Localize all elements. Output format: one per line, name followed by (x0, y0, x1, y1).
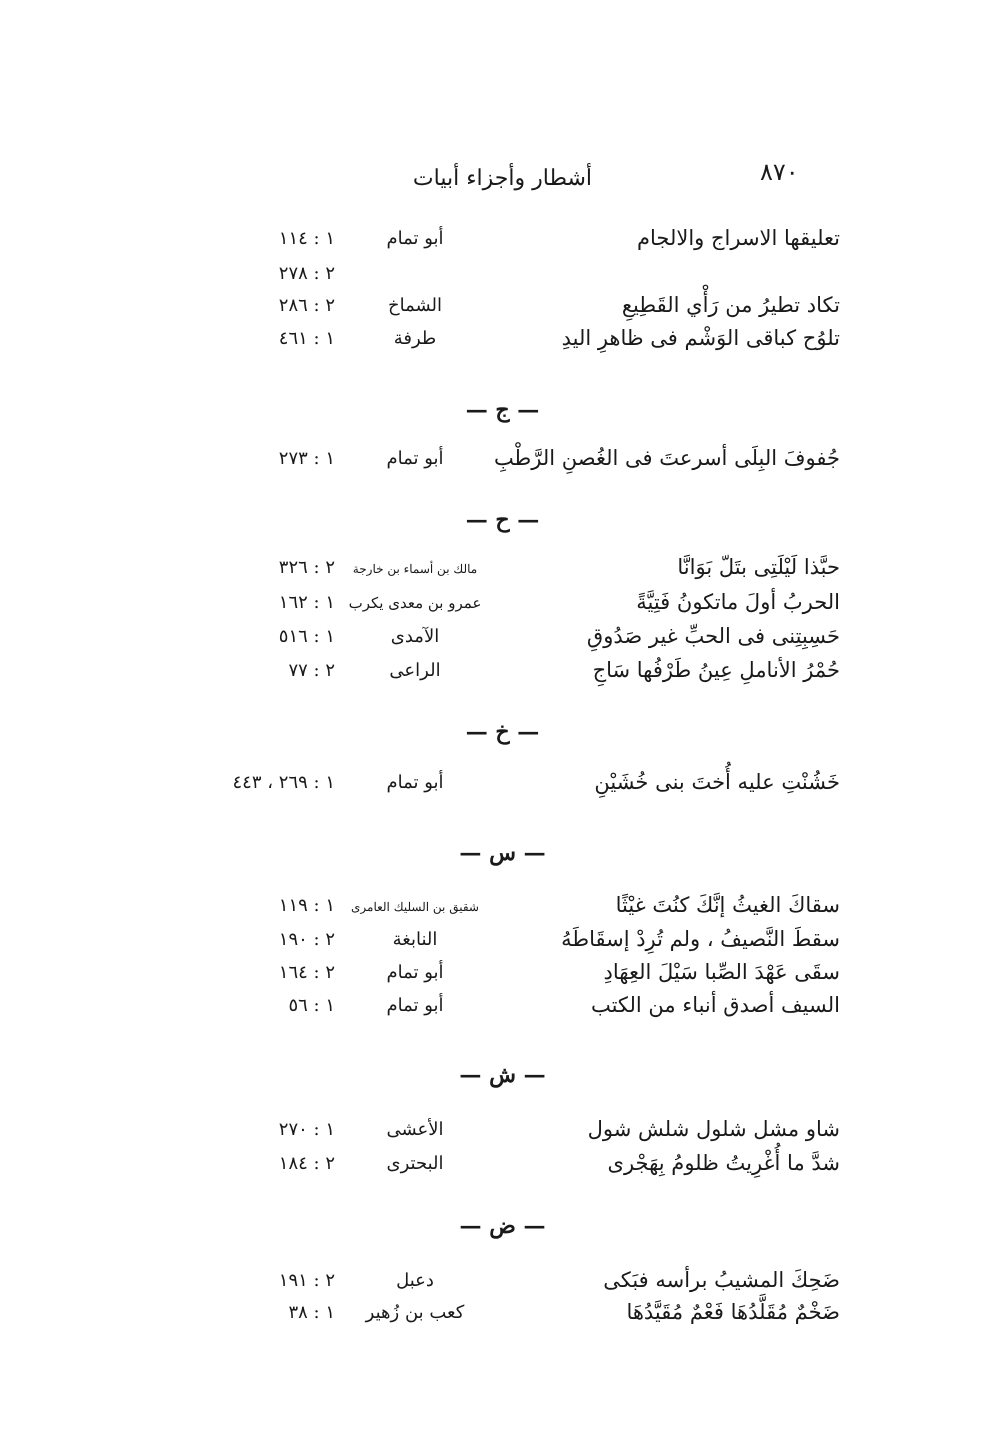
verse-fragment: جُفوفَ البِلَى أسرعتَ فى الغُصنِ الرَّطْبِ (493, 446, 840, 470)
poet-name: أبو تمام (386, 772, 444, 793)
list-item (0, 293, 1005, 327)
volume-page-reference: ١ : ٣٨ (288, 1302, 335, 1323)
verse-fragment: الحربُ أولَ ماتكونُ فَتِيَّةً (636, 590, 840, 614)
poet-name: البحترى (386, 1153, 444, 1174)
verse-fragment: سقطَ النَّصيفُ ، ولم تُرِدْ إسقَاطَهُ (561, 927, 840, 951)
section-heading: — ش — (459, 1062, 546, 1088)
section-heading: — خ — (465, 719, 540, 745)
verse-fragment: حَسِبِتِنى فى الحبِّ غير صَدُوقِ (586, 624, 840, 648)
list-item (0, 555, 1005, 589)
list-item (0, 326, 1005, 360)
volume-page-reference: ١ : ١١٤ (278, 228, 335, 249)
poet-name: دعبل (396, 1270, 434, 1291)
volume-page-reference: ١ : ١١٩ (278, 895, 335, 916)
verse-fragment: تكاد تطيرُ من رَأْي القَطِيعِ (621, 293, 840, 317)
section-heading: — ح — (465, 507, 540, 533)
volume-page-reference: ٢ : ١٨٤ (278, 1153, 335, 1174)
list-item (0, 624, 1005, 658)
poet-name: أبو تمام (386, 448, 444, 469)
poet-name: أبو تمام (386, 962, 444, 983)
poet-name: الشماخ (387, 295, 443, 316)
list-item (0, 590, 1005, 624)
volume-page-reference: ١ : ٥٦ (288, 995, 335, 1016)
list-item (0, 1151, 1005, 1185)
poet-name: الأعشى (386, 1119, 444, 1140)
volume-page-reference: ٢ : ١٩١ (278, 1270, 335, 1291)
volume-page-reference: ٢ : ٣٢٦ (278, 557, 335, 578)
poet-name: شقيق بن السليك العامرى (351, 900, 479, 914)
verse-fragment: السيف أصدق أنباء من الكتب (590, 993, 840, 1017)
list-item (0, 927, 1005, 961)
verse-fragment: تعليقها الاسراج والالجام (636, 226, 840, 250)
volume-page-reference: ٢ : ١٩٠ (278, 929, 335, 950)
page-title: أشطار وأجزاء أبيات (412, 166, 593, 191)
volume-page-reference: ٢ : ٢٧٨ (278, 263, 335, 284)
volume-page-reference: ١ : ٥١٦ (278, 626, 335, 647)
verse-fragment: حبَّذا لَيْلَتِى بتَلّ بَوَانَّا (677, 555, 840, 579)
poet-name: أبو تمام (386, 228, 444, 249)
volume-page-reference: ١ : ١٦٢ (278, 592, 335, 613)
volume-page-reference: ١ : ٢٦٩ ، ٤٤٣ (232, 772, 335, 793)
list-item (0, 893, 1005, 927)
verse-fragment: حُمْرُ الأناملِ عِينُ طَرْفُها سَاجِ (592, 658, 840, 682)
volume-page-reference: ٢ : ٢٨٦ (278, 295, 335, 316)
verse-fragment: تلوُح كباقى الوَشْم فى ظاهرِ اليدِ (561, 326, 840, 350)
verse-fragment: ضَحِكَ المشيبُ برأسه فبَكى (603, 1268, 840, 1292)
poet-name: الراعى (389, 660, 441, 681)
volume-page-reference: ١ : ٢٧٠ (278, 1119, 335, 1140)
page-number: ٨٧٠ (760, 158, 799, 186)
list-item (0, 770, 1005, 804)
verse-fragment: ضَخْمٌ مُقَلَّدُهَا فَعْمٌ مُقَيَّدُهَا (626, 1300, 840, 1324)
poet-name: مالك بن أسماء بن خارجة (352, 562, 478, 576)
list-item (0, 993, 1005, 1027)
list-item (0, 226, 1005, 260)
verse-fragment: سقاكَ الغيثُ إنَّكَ كنُتَ غيْثًا (615, 893, 840, 917)
list-item (0, 261, 1005, 295)
list-item (0, 1268, 1005, 1302)
poet-name: كعب بن زُهير (365, 1302, 465, 1323)
verse-fragment: شاو مشل شلول شلش شول (587, 1117, 840, 1141)
poet-name: طرفة (393, 328, 437, 349)
verse-fragment: سقَى عَهْدَ الصِّبا سَيْلَ العِهَادِ (603, 960, 840, 984)
list-item (0, 1117, 1005, 1151)
verse-fragment: شدَّ ما أُغْرِيتُ ظلومُ بِهَجْرى (607, 1151, 840, 1175)
poet-name: أبو تمام (386, 995, 444, 1016)
volume-page-reference: ١ : ٤٦١ (278, 328, 335, 349)
volume-page-reference: ١ : ٢٧٣ (278, 448, 335, 469)
section-heading: — ض — (459, 1213, 546, 1239)
list-item (0, 446, 1005, 480)
poet-name: عمرو بن معدى يكرب (348, 594, 482, 612)
list-item (0, 1300, 1005, 1334)
section-heading: — س — (459, 840, 546, 866)
poet-name: النابغة (392, 929, 438, 950)
volume-page-reference: ٢ : ٧٧ (288, 660, 335, 681)
list-item (0, 658, 1005, 692)
poet-name: الآمدى (390, 626, 440, 647)
list-item (0, 960, 1005, 994)
volume-page-reference: ٢ : ١٦٤ (278, 962, 335, 983)
verse-fragment: خَشُنْتِ عليه أُختَ بنى خُشَيْنِ (594, 770, 840, 794)
section-heading: — ج — (465, 397, 540, 423)
